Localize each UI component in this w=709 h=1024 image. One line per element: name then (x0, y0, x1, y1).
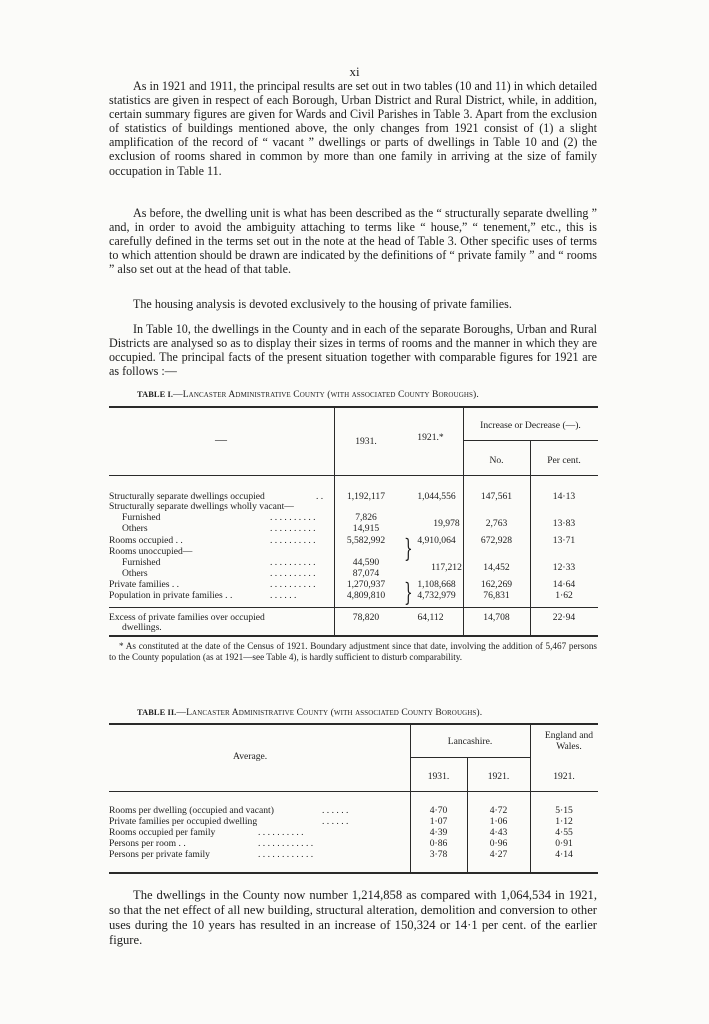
table1-row-no: 14,452 (483, 562, 510, 573)
table1-row-pct: 13·71 (552, 535, 576, 546)
table1-row-1931: 7,826 (355, 512, 377, 523)
table1-row-leader: . . . . . . (270, 590, 297, 601)
table2-row-1931: 3·78 (429, 849, 448, 860)
table2-row-leader: . . . . . . . . . . (258, 827, 304, 838)
table1-row-no: 76,831 (483, 590, 510, 601)
table1-row-1921: 117,212 (431, 562, 462, 573)
table2-row-1931: 0·86 (429, 838, 448, 849)
table2-row-1931: 4·70 (429, 805, 448, 816)
table1-row-1931: 5,582,992 (346, 535, 386, 546)
table1-row-label: Structurally separate dwellings occupied (109, 491, 265, 502)
table2-col-1921-lancs: 1921. (487, 771, 510, 782)
page-number: xi (349, 64, 360, 79)
paragraph-intro: As in 1921 and 1911, the principal results are set out in two tables (10 and 11) in which detailed statistics are given in respect of each Borough, Urban District and Rural District, while, in addition, certain summary figures are given for Wards and Civil Parishes in Table 3. Apart from the exclusion of statistics of buildings mentioned above, the only changes from 1921 consist of (1) a slight amplification of the record of “ vacant ” dwellings or parts of dwellings in Table 10 and (2) the exclusion of rooms shared in common by more than one family in arriving at the size of family occupation in Table 11. (109, 79, 597, 178)
table1-col-1931: 1931. (355, 436, 377, 447)
paragraph-dwelling-unit: As before, the dwelling unit is what has been described as the “ structurally separate dwelling ” and, in order to avoid the ambiguity attaching to terms like “ house,” “ tenement,” etc., this is carefully defined in the terms set out in the note at the head of Table 3. Other specific uses of terms to which attention should be drawn are indicated by the definitions of “ private family ” and “ rooms ” also set out at the head of that table. (109, 206, 597, 277)
table2-row-label: Persons per private family (109, 849, 210, 860)
table2-row-label: Rooms per dwelling (occupied and vacant) (109, 805, 274, 816)
table2-col-1931: 1931. (427, 771, 450, 782)
table2-row-ew-1921: 1·12 (555, 816, 573, 827)
table1-brace-unoccupied: } (404, 578, 413, 607)
closing-paragraph: The dwellings in the County now number 1,214,858 as compared with 1,064,534 in 1921, so that the net effect of all new building, structural alteration, demolition and conversion to other uses during the 10 years has resulted in an increase of 150,324 or 14·1 per cent. of the earlier figure. (109, 888, 597, 947)
table1-row-pct: 12·33 (552, 562, 576, 573)
table2-england-wales: England and Wales. (544, 730, 594, 752)
table2-lancashire: Lancashire. (447, 736, 493, 747)
table1-col-1921: 1921.* (417, 432, 444, 443)
table1-row-1931: 87,074 (352, 568, 380, 579)
table1-excess-1921: 64,112 (417, 612, 444, 623)
table1-row-1921: 4,732,979 (417, 590, 456, 601)
table2-row-leader: . . . . . . (322, 805, 349, 816)
table1-excess-no: 14,708 (483, 612, 510, 623)
table1-row-leader: . . . . . . . . . . (270, 568, 316, 579)
table2-row-leader: . . . . . . . . . . . . (258, 849, 314, 860)
table2-row-1921: 0·96 (489, 838, 508, 849)
table2-row-1921: 1·06 (489, 816, 508, 827)
table1-row-leader: . . . . . . . . . . (270, 557, 316, 568)
table1-row-label: Private families . . (109, 579, 180, 590)
table1-excess-rule (109, 607, 598, 608)
table2-col-1921-ew: 1921. (553, 771, 575, 782)
table2-row-leader: . . . . . . (322, 816, 349, 827)
table1-row-label: Structurally separate dwellings wholly vacant— (109, 501, 294, 512)
table1-col-pct: Per cent. (547, 455, 581, 466)
table1-excess-pct: 22·94 (552, 612, 576, 623)
table1-row-1931: 14,915 (352, 523, 380, 534)
table1-row-no: 2,763 (485, 518, 508, 529)
table2-row-leader: . . . . . . . . . . . . (258, 838, 314, 849)
table1-row-pct: 1·62 (555, 590, 573, 601)
table1-row-1931: 44,590 (352, 557, 380, 568)
table1-row-1921: 4,910,064 (417, 535, 456, 546)
table1-title (137, 389, 479, 400)
table2-row-1921: 4·72 (489, 805, 508, 816)
table1-row-1931: 4,809,810 (346, 590, 386, 601)
table2-row-label: Persons per room . . (109, 838, 186, 849)
table2-row-label: Rooms occupied per family (109, 827, 216, 838)
table1-header-rule (109, 475, 598, 476)
table2-top-rule (109, 723, 598, 725)
paragraph-housing-analysis: The housing analysis is devoted exclusively to the housing of private families. (133, 297, 512, 311)
table1-row-1921: 1,044,556 (417, 491, 456, 502)
table2-row-1921: 4·43 (489, 827, 508, 838)
table1-row-leader: . . . . . . . . . . (270, 535, 316, 546)
table1-row-1931: 1,270,937 (346, 579, 386, 590)
table1-excess-1931: 78,820 (352, 612, 380, 623)
table2-header-rule (109, 791, 598, 792)
table2-row-ew-1921: 5·15 (555, 805, 573, 816)
table2-row-1931: 4·39 (429, 827, 448, 838)
table1-bottom-rule (109, 635, 598, 637)
table1-row-leader: . . . . . . . . . . (270, 579, 316, 590)
table2-average: Average. (233, 751, 268, 762)
table1-footnote: * As constituted at the date of the Census of 1921. Boundary adjustment since that date, involving the addition of 5,467 persons to the County population (as at 1921—see Table 4), is hardly sufficient to disturb comparability. (109, 641, 597, 662)
table1-dash: — (215, 432, 227, 446)
table1-increase-header: Increase or Decrease (—). (480, 420, 581, 431)
table1-excess-label-2: dwellings. (122, 622, 162, 633)
table2-row-ew-1921: 4·14 (555, 849, 573, 860)
table2-label: TABLE II. (137, 708, 177, 717)
table1-row-leader: . . . . . . . . . . (270, 512, 316, 523)
table2-lancs-rule (410, 757, 530, 758)
table1-row-label: Others (122, 523, 148, 534)
table1-row-label: Rooms occupied . . (109, 535, 183, 546)
table1-row-leader: . . . . . . . . . . (270, 523, 316, 534)
table1-row-no: 672,928 (480, 535, 513, 546)
table2-row-1921: 4·27 (489, 849, 508, 860)
table1-brace-vacant: } (404, 534, 413, 563)
table2-row-label: Private families per occupied dwelling (109, 816, 258, 827)
table1-row-label: Rooms unoccupied— (109, 546, 193, 557)
table1-row-pct: 14·64 (552, 579, 576, 590)
table1-row-no: 147,561 (480, 491, 513, 502)
table1-row-label: Population in private families . . (109, 590, 233, 601)
table2-bottom-rule (109, 872, 598, 874)
table1-caption: —Lancaster Administrative County (with associated County Boroughs). (173, 389, 479, 400)
table2-row-ew-1921: 0·91 (555, 838, 573, 849)
table1-row-1921: 1,108,668 (417, 579, 456, 590)
table1-row-label: Furnished (122, 557, 161, 568)
table1-label: TABLE I. (137, 390, 174, 399)
table1-row-label: Others (122, 568, 148, 579)
table1-excess-label: Excess of private families over occupied (109, 612, 265, 623)
table1-row-label: Furnished (122, 512, 161, 523)
table2-title (137, 707, 482, 718)
table2-row-1931: 1·07 (429, 816, 448, 827)
table1-row-pct: 14·13 (552, 491, 576, 502)
paragraph-table10: In Table 10, the dwellings in the County and in each of the separate Boroughs, Urban and Rural Districts are analysed so as to display their sizes in terms of rooms and the manner in which they are occupied. The principal facts of the present situation together with comparable figures for 1921 are as follows :— (109, 322, 597, 379)
table2-row-ew-1921: 4·55 (555, 827, 573, 838)
table1-row-leader: . . (316, 491, 324, 502)
table1-row-1931: 1,192,117 (346, 491, 386, 502)
table2-caption: —Lancaster Administrative County (with associated County Boroughs). (176, 707, 483, 718)
table1-row-no: 162,269 (480, 579, 513, 590)
table1-top-rule (109, 406, 598, 408)
table1-row-1921: 19,978 (433, 518, 460, 529)
table1-row-pct: 13·83 (552, 518, 576, 529)
table1-col-no: No. (489, 455, 504, 466)
